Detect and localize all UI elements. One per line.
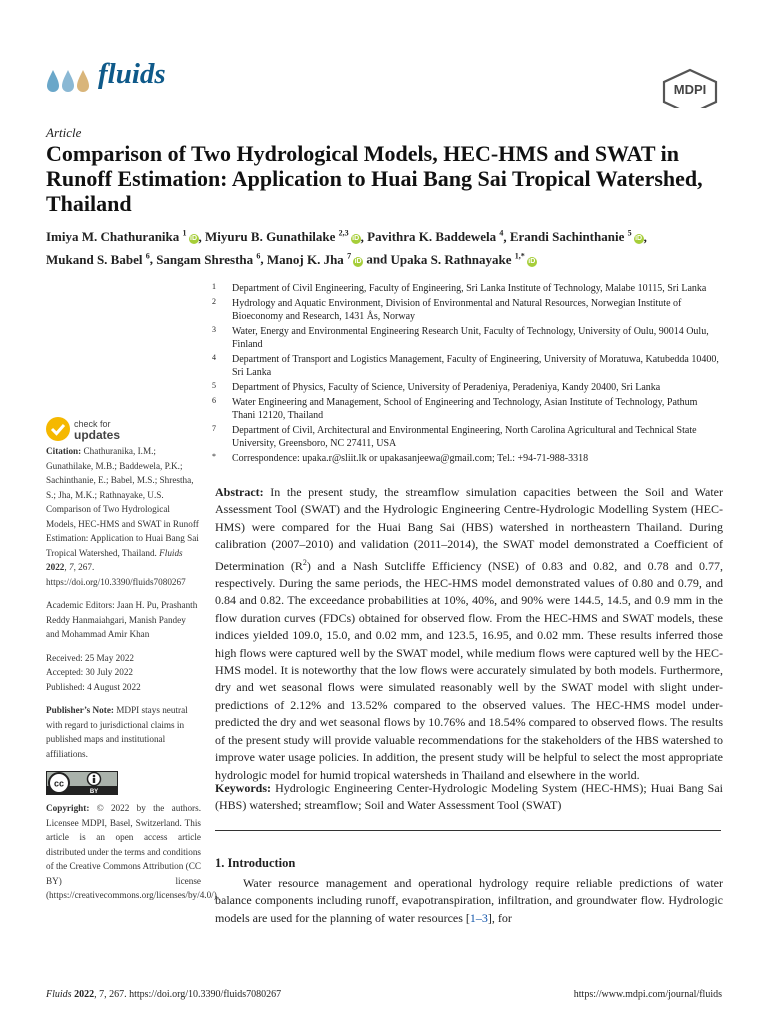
affiliation-item (212, 396, 722, 422)
author-name[interactable]: Upaka S. Rathnayake $^{1,*}$iD (390, 251, 536, 267)
copyright-text: © 2022 by the authors. Licensee MDPI, Basel, Switzerland. This article is an open access article distributed under the terms and conditions of the Creative Commons Attribution (CC BY) license (https://creativecommons.org/licenses/by/4.0/). (46, 803, 220, 900)
affiliation-text: Department of Physics, Faculty of Science, University of Peradeniya, Peradeniya, Kandy 20400, Sri Lanka (232, 382, 661, 393)
svg-text:BY: BY (89, 789, 99, 795)
intro-text: Water resource management and operational hydrology require reliable predictions of water balance components including runoff, evapotranspiration, infiltration, and groundwater flow. Hydrologic models are used for the planning of water resources [ (215, 876, 723, 925)
intro-text-end: ], for (487, 910, 512, 925)
author-list: Imiya M. Chathuranika $^1$iD , Miyuru B. Gunathilake $^{2,3}$iD , Pavithra K. Baddewela $^4$, Erandi Sachinthanie $^5$iD , Mukand S. Babel $^6$, Sangam Shrestha $^6$, Manoj K. Jha $^7$iD and Upaka S. Rathnayake $^{1,*}$iD (46, 229, 647, 267)
affiliation-number: 4 (212, 353, 216, 362)
copyright-label: Copyright: (46, 803, 90, 813)
keywords-text: Hydrologic Engineering Center-Hydrologic Modeling System (HEC-HMS); Huai Bang Sai (HBS) watershed; streamflow; Soil and Water Assessment Tool (SWAT) (215, 781, 723, 813)
affiliation-item (212, 452, 722, 465)
publisher-name: MDPI (673, 82, 707, 97)
svg-text:cc: cc (53, 778, 65, 789)
orcid-icon[interactable]: iD (352, 235, 360, 243)
author-affiliation-sup: 7 (347, 251, 352, 261)
published-date: Published: 4 August 2022 (46, 681, 141, 692)
keywords-label: Keywords: (215, 781, 271, 795)
affiliation-item (212, 325, 722, 351)
keywords (215, 780, 723, 815)
mdpi-hexagon-icon (660, 68, 720, 108)
citation: Citation: Chathuranika, I.M.; Gunathilake, M.B.; Baddewela, P.K.; Sachinthanie, E.; Babel, M.S.; Shrestha, S.; Jha, M.K.; Rathnayake, U.S. Comparison of Two Hydrological Models, HEC-HMS and SWAT in Runoff Estimation: Application to Huai Bang Sai Tropical Watershed, Thailand. Fluids 2022, 7, 267. https://doi.org/10.3390/fluids7080267 (46, 446, 199, 587)
affiliation-item (212, 353, 722, 379)
journal-logo[interactable] (46, 58, 181, 98)
affiliation-text: Hydrology and Aquatic Environment, Division of Environmental and Natural Resources, Norwegian Institute of Bioeconomy and Research, 1431 Ås, Norway (232, 298, 682, 322)
footer-doi[interactable]: , 7, 267. https://doi.org/10.3390/fluids7080267 (94, 989, 282, 1000)
affiliation-item (212, 297, 722, 323)
article-type: Article (46, 125, 82, 140)
affiliation-number: * (212, 452, 216, 461)
citation-label: Citation: (46, 446, 82, 456)
affiliation-item (212, 381, 722, 394)
received-date: Received: 25 May 2022 (46, 652, 135, 663)
author-name[interactable]: Sangam Shrestha $^6$ (156, 251, 261, 267)
affiliation-text: Department of Civil, Architectural and Environmental Engineering, North Carolina Agricultural and Technical State University, Greensboro, NC 27411, USA (232, 425, 697, 449)
footer-journal: Fluids (46, 989, 72, 1000)
author-name[interactable]: Imiya M. Chathuranika $^1$iD (46, 229, 198, 245)
footer-year: 2022 (74, 989, 95, 1000)
author-affiliation-sup: 6 (256, 251, 261, 261)
sidebar-info (46, 444, 220, 912)
abstract (215, 484, 723, 784)
publishers-note-text: MDPI stays neutral with regard to jurisdictional claims in published maps and institutional affiliations. (46, 705, 188, 759)
author-affiliation-sup: 2,3 (338, 229, 349, 238)
abstract-label: Abstract: (215, 485, 264, 499)
check-updates-line1: check for (74, 419, 111, 429)
reference-link[interactable]: 1–3 (469, 910, 488, 925)
check-updates-line2: updates (74, 428, 121, 442)
author-affiliation-sup: 5 (627, 229, 632, 238)
intro-heading: 1. Introduction (215, 856, 296, 870)
author-name[interactable]: Manoj K. Jha $^7$iD (266, 251, 362, 267)
accepted-date: Accepted: 30 July 2022 (46, 667, 134, 677)
affiliation-text: Correspondence: upaka.r@sliit.lk or upakasanjeewa@gmail.com; Tel.: +94-71-988-3318 (232, 453, 589, 464)
citation-text: Chathuranika, I.M.; Gunathilake, M.B.; Baddewela, P.K.; Sachinthanie, E.; Babel, M.S.; Shrestha, S.; Jha, M.K.; Rathnayake, U.S. Comparison of Two Hydrological Models, HEC-HMS and SWAT in Runoff Estimation: Application to Huai Bang Sai Tropical Watershed, Thailand. (46, 446, 199, 558)
abstract-sup: 2 (302, 557, 307, 567)
author-name[interactable]: Pavithra K. Baddewela $^4$ (367, 229, 504, 245)
affiliation-list (212, 282, 722, 467)
citation-volume: 7 (68, 562, 74, 572)
affiliation-number: 6 (212, 396, 216, 405)
mdpi-logo[interactable] (660, 68, 720, 108)
affiliation-number: 5 (212, 381, 216, 390)
section-divider (215, 830, 721, 831)
water-drops-icon (46, 66, 92, 94)
affiliation-number: 7 (212, 424, 216, 433)
copyright (46, 801, 220, 903)
affiliation-text: Department of Transport and Logistics Management, Faculty of Engineering, University of Moratuwa, Katubedda 10400, Sri Lanka (232, 354, 719, 378)
citation-journal: Fluids (159, 547, 183, 558)
author-affiliation-sup: 4 (499, 229, 504, 238)
footer-citation (46, 989, 281, 1000)
citation-doi[interactable]: , 267. https://doi.org/10.3390/fluids7080267 (46, 562, 186, 587)
orcid-icon[interactable]: iD (635, 235, 643, 243)
academic-editors: Academic Editors: Jaan H. Pu, Prashanth Reddy Hanmaiahgari, Manish Pandey and Mohammad Amir Khan (46, 600, 198, 639)
footer-journal-url[interactable]: https://www.mdpi.com/journal/fluids (573, 989, 722, 1000)
author-affiliation-sup: 6 (145, 251, 150, 261)
affiliation-text: Water, Energy and Environmental Engineering Research Unit, Faculty of Technology, University of Oulu, 90014 Oulu, Finland (232, 326, 709, 350)
journal-name: fluids (98, 58, 166, 90)
check-for-updates-badge[interactable] (46, 417, 156, 443)
author-name[interactable]: Miyuru B. Gunathilake $^{2,3}$iD (205, 229, 360, 245)
publishers-note (46, 703, 201, 761)
abstract-text-1: In the present study, the streamflow simulation capacities between the Soil and Water Assessment Tool (SWAT) and the Hydrologic Engineering Centre-Hydrologic Modelling System (HEC-HMS) were compared for the Huai Bang Sai (HBS) watershed in northeastern Thailand. During calibration (2007–2010) and validation (2011–2014), the SWAT model demonstrated a Coefficient of Determination (R (215, 485, 724, 573)
affiliation-number: 2 (212, 297, 216, 306)
affiliation-item (212, 282, 722, 295)
intro-paragraph (215, 875, 723, 927)
abstract-text-2: ) and a Nash Sutcliffe Efficiency (NSE) of 0.83 and 0.82, and 0.78 and 0.77, respectively. During the same periods, the HEC-HMS model demonstrated values of 0.80 and 0.79, and 0.84 and 0.82. The exceedance probabilities at 10%, 40%, and 90% were 144.5, 14.5, and 0.9 mm in the flow duration curves (FDCs) obtained for observed flow. From the HEC-HMS and SWAT models, these indices yielded 109.0, 15.0, and 0.02 mm, and 123.5, 16.95, and 0.02 mm. These results inferred those high flows were captured well by the SWAT model, while medium flows were captured well by the HEC-HMS model. It is noteworthy that the low flows were accurately simulated by both models. Furthermore, dry and wet seasonal flows were simulated reasonably well by the SWAT model with slight under-predictions of 2.12% and 13.52% compared to the observed values. The HEC-HMS model under-predicted the dry and wet seasonal flows by 10.76% and 18.54% compared to observed flows. The results of the present study will provide valuable recommendations for the stakeholders of the HBS watershed to improve water usage policies. In addition, the present study will be helpful to select the most appropriate hydrologic model for humid tropical watersheds in Thailand and elsewhere in the world. (215, 558, 723, 782)
author-affiliation-sup: 1 (182, 229, 187, 238)
publishers-note-label: Publisher’s Note: (46, 705, 114, 715)
author-name[interactable]: Erandi Sachinthanie $^5$iD (509, 229, 643, 245)
orcid-icon[interactable]: iD (190, 235, 198, 243)
affiliation-text: Department of Civil Engineering, Faculty of Engineering, Sri Lanka Institute of Technology, Malabe 10115, Sri Lanka (232, 283, 707, 294)
orcid-icon[interactable]: iD (528, 257, 536, 265)
affiliation-number: 1 (212, 282, 216, 291)
author-affiliation-sup: 1,* (514, 251, 525, 261)
article-title: Comparison of Two Hydrological Models, HEC-HMS and SWAT in Runoff Estimation: Application to Huai Bang Sai Tropical Watershed, Thailand (46, 141, 703, 216)
check-updates-icon (46, 417, 70, 441)
affiliation-item (212, 424, 722, 450)
citation-year: 2022 (46, 562, 65, 572)
cc-by-license-icon[interactable] (46, 771, 118, 795)
affiliation-text: Water Engineering and Management, School of Engineering and Technology, Asian Institute of Technology, Pathum Thani 12120, Thailand (232, 397, 698, 421)
orcid-icon[interactable]: iD (354, 257, 362, 265)
author-name[interactable]: Mukand S. Babel $^6$ (46, 251, 150, 267)
affiliation-number: 3 (212, 325, 216, 334)
